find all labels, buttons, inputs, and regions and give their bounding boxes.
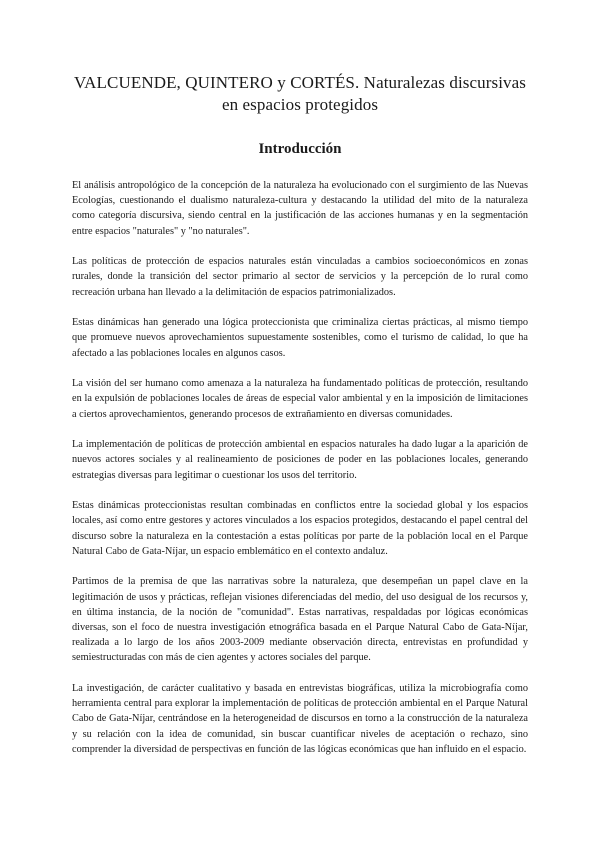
paragraph: Partimos de la premisa de que las narrativas sobre la naturaleza, que desempeñan un papel clave en la legitimación de usos y prácticas, reflejan visiones diferenciadas del medio, del uso desigual de los recursos y, en última instancia, de la noción de "comunidad". Estas narrativas, respaldadas por lógicas económicas diversas, son el foco de nuestra investigación etnográfica basada en el Parque Natural Cabo de Gata-Níjar, realizada a lo largo de los años 2003-2009 mediante observación directa, entrevistas en profundidad y semiestructuradas con más de cien agentes y actores sociales del parque. xyxy=(72,576,528,664)
paragraph: La implementación de políticas de protección ambiental en espacios naturales ha dado lugar a la aparición de nuevos actores sociales y al realineamiento de posiciones de poder en las poblaciones locales, generando estrategias diversas para legitimar o cuestionar los usos del territorio. xyxy=(72,439,528,481)
paragraph: Estas dinámicas han generado una lógica proteccionista que criminaliza ciertas prácticas, al mismo tiempo que promueve nuevos aprovechamientos supuestamente sostenibles, como el turismo de calidad, lo que ha afectado a las poblaciones locales en algunos casos. xyxy=(72,317,528,359)
paragraph: La investigación, de carácter cualitativo y basada en entrevistas biográficas, utiliza la microbiografía como herramienta central para explorar la implementación de políticas de protección ambiental en el Parque Natural Cabo de Gata-Níjar, centrándose en la heterogeneidad de discursos en torno a la construcción de la naturaleza y su relación con la idea de comunidad, sin buscar cuantificar niveles de aceptación o rechazo, sino comprender la diversidad de perspectivas en función de las lógicas económicas que han influido en el espacio. xyxy=(72,683,528,755)
document-title: VALCUENDE, QUINTERO y CORTÉS. Naturalezas discursivas en espacios protegidos xyxy=(73,73,527,114)
paragraph: El análisis antropológico de la concepción de la naturaleza ha evolucionado con el surgimiento de las Nuevas Ecologías, cuestionando el dualismo naturaleza-cultura y destacando la utilidad del mito de la naturaleza como categoría discursiva, siendo central en la justificación de las acciones humanas y en la segmentación entre espacios "naturales" y "no naturales". xyxy=(72,180,528,237)
body-text xyxy=(72,178,528,757)
paragraph: La visión del ser humano como amenaza a la naturaleza ha fundamentado políticas de protección, resultando en la expulsión de poblaciones locales de áreas de especial valor ambiental y en la imposición de limitaciones a ciertos aprovechamientos, generando procesos de extrañamiento en diversas comunidades. xyxy=(72,378,528,420)
paragraph: Estas dinámicas proteccionistas resultan combinadas en conflictos entre la sociedad global y los espacios locales, así como entre gestores y actores vinculados a los espacios protegidos, destacando el papel central del discurso sobre la naturaleza en la contestación a estas políticas por parte de la población local en el Parque Natural Cabo de Gata-Níjar, un espacio emblemático en el contexto andaluz. xyxy=(72,500,528,557)
section-heading-introduccion: Introducción xyxy=(258,141,342,157)
paragraph: Las políticas de protección de espacios naturales están vinculadas a cambios socioeconómicos en zonas rurales, donde la transición del sector primario al sector de servicios y la percepción de lo rural como recreación urbana han llevado a la delimitación de espacios patrimonializados. xyxy=(72,256,528,298)
